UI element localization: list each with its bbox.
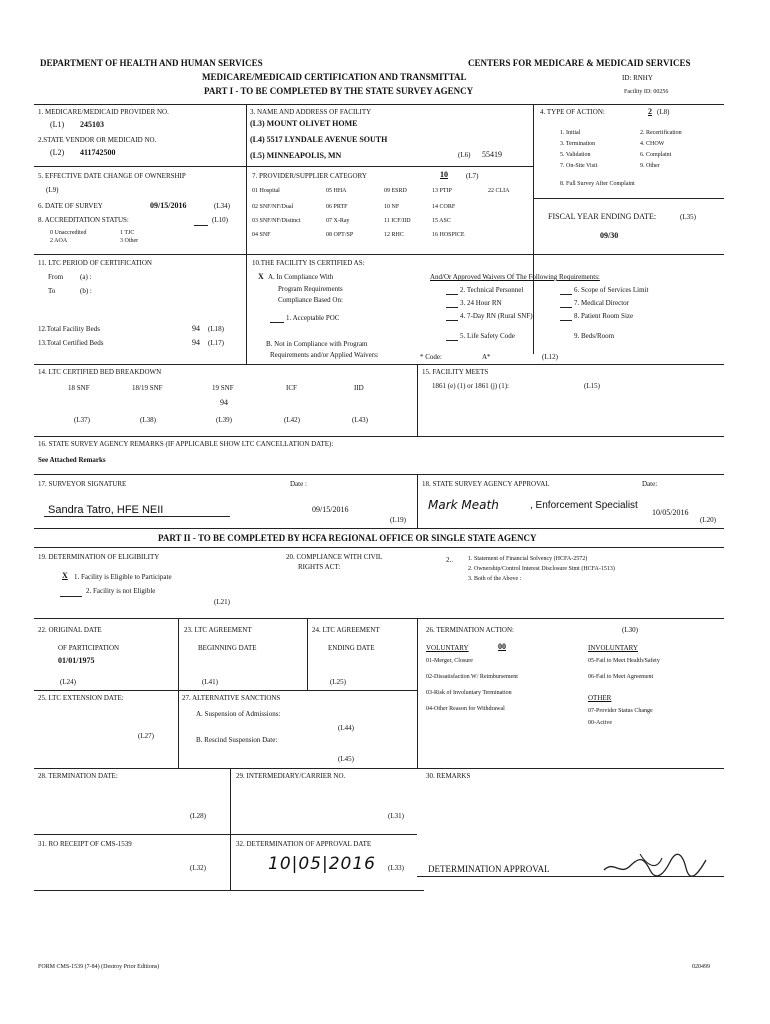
termination-date-label: 28. TERMINATION DATE: — [38, 772, 118, 780]
intermediary-code: (L31) — [388, 812, 404, 820]
waiver-item: 4. 7-Day RN (Rural SNF) — [460, 312, 533, 320]
provider-no-value: 245103 — [80, 120, 104, 129]
civil-rights-item: 3. Both of the Above : — [468, 576, 522, 582]
agency-approval-title: , Enforcement Specialist — [530, 500, 638, 511]
part-two-title: PART II - TO BE COMPLETED BY HCFA REGIONAL OFFICE OR SINGLE STATE AGENCY — [158, 533, 537, 543]
ltc-extension-label: 25. LTC EXTENSION DATE: — [38, 694, 124, 702]
agency-approval-signature: Mark Meath — [428, 498, 499, 512]
category: 06 PRTF — [326, 204, 348, 210]
date-of-survey-label: 6. DATE OF SURVEY — [38, 202, 103, 210]
original-date-code: (L24) — [60, 678, 76, 686]
ltc-begin-label: 23. LTC AGREEMENT — [184, 626, 252, 634]
voluntary-label: VOLUNTARY — [426, 644, 469, 652]
voluntary-opt: 03-Risk of Involuntary Termination — [426, 690, 512, 696]
waiver-item: 9. Beds/Room — [574, 332, 615, 340]
category: 09 ESRD — [384, 188, 407, 194]
ltc-to-code: (b) : — [80, 287, 92, 295]
original-date-sub: OF PARTICIPATION — [58, 644, 120, 652]
total-beds-code: (L18) — [208, 325, 224, 333]
category: 15 ASC — [432, 218, 451, 224]
accred-opt: 1 TJC — [120, 230, 135, 236]
action-opt: 3. Termination — [560, 141, 596, 147]
category: 08 OPT/SP — [326, 232, 354, 238]
eligibility-opt1: 1. Facility is Eligible to Participate — [74, 573, 172, 581]
category: 13 PTIP — [432, 188, 452, 194]
category: 01 Hospital — [252, 188, 280, 194]
sanctions-b: B. Rescind Suspension Date: — [196, 736, 278, 744]
ro-receipt-code: (L32) — [190, 864, 206, 872]
accred-opt: 0 Unaccredited — [50, 230, 87, 236]
total-beds-label: 12.Total Facility Beds — [38, 325, 100, 333]
action-opt: 5. Validation — [560, 152, 591, 158]
sanctions-label: 27. ALTERNATIVE SANCTIONS — [182, 694, 281, 702]
effective-date-code: (L9) — [46, 186, 59, 194]
certified-beds-value: 94 — [192, 338, 200, 347]
agency-approval-label: 18. STATE SURVEY AGENCY APPROVAL — [422, 480, 550, 488]
form-id: ID: RNHY — [622, 74, 653, 82]
provider-category-label: 7. PROVIDER/SUPPLIER CATEGORY — [252, 172, 367, 180]
involuntary-label: INVOLUNTARY — [588, 644, 638, 652]
remarks-16-label: 16. STATE SURVEY AGENCY REMARKS (IF APPLICABLE SHOW LTC CANCELLATION DATE): — [38, 440, 334, 448]
facility-address: (L4) 5517 LYNDALE AVENUE SOUTH — [250, 135, 388, 144]
bed-19snf-value: 94 — [220, 398, 228, 407]
form-title: MEDICARE/MEDICAID CERTIFICATION AND TRANSMITTAL — [202, 72, 467, 82]
department-heading: DEPARTMENT OF HEALTH AND HUMAN SERVICES — [40, 58, 263, 68]
eligibility-opt2: 2. Facility is not Eligible — [86, 587, 156, 595]
ltc-from: From — [48, 273, 64, 281]
ltc-begin-sub: BEGINNING DATE — [198, 644, 257, 652]
original-date-value: 01/01/1975 — [58, 656, 95, 665]
approval-date-label: 32. DETERMINATION OF APPROVAL DATE — [236, 840, 372, 848]
remarks-30-label: 30. REMARKS — [426, 772, 471, 780]
fiscal-year-code: (L35) — [680, 213, 696, 221]
termination-action-code: (L30) — [622, 626, 638, 634]
category: 22 CLIA — [488, 188, 510, 194]
waiver-item: 3. 24 Hour RN — [460, 299, 502, 307]
category: 12 RHC — [384, 232, 404, 238]
accreditation-label: 8. ACCREDITATION STATUS: — [38, 216, 129, 224]
date-of-survey-value: 09/15/2016 — [150, 201, 187, 210]
provider-no-code: (L1) — [50, 120, 65, 129]
category: 05 HHA — [326, 188, 347, 194]
surveyor-code: (L19) — [390, 516, 406, 524]
ltc-end-sub: ENDING DATE — [328, 644, 375, 652]
provider-no-label: 1. MEDICARE/MEDICAID PROVIDER NO. — [38, 108, 169, 116]
surveyor-date-label: Date : — [290, 480, 307, 488]
intermediary-label: 29. INTERMEDIARY/CARRIER NO. — [236, 772, 346, 780]
civil-rights-item: 2. Ownership/Control Interest Disclosure Stmt (HCFA-1513) — [468, 566, 615, 572]
agency-approval-date-label: Date: — [642, 480, 658, 488]
voluntary-opt: 04-Other Reason for Withdrawal — [426, 706, 505, 712]
civil-rights-label: 20. COMPLIANCE WITH CIVIL — [286, 553, 383, 561]
code-value: A* — [482, 353, 491, 361]
other-label: OTHER — [588, 694, 612, 702]
form-footer-code: 020499 — [692, 964, 710, 970]
ltc-end-label: 24. LTC AGREEMENT — [312, 626, 380, 634]
zip-code-value: 55419 — [482, 150, 502, 159]
category: 10 NF — [384, 204, 400, 210]
agency-approval-date: 10/05/2016 — [652, 508, 689, 517]
action-opt: 2. Recertification — [640, 130, 682, 136]
provider-category-value: 10 — [440, 170, 448, 179]
eligibility-label: 19. DETERMINATION OF ELIGIBILITY — [38, 553, 160, 561]
termination-action-label: 26. TERMINATION ACTION: — [426, 626, 514, 634]
compliance-a-sub1: Program Requirements — [278, 285, 343, 293]
surveyor-signature-label: 17. SURVEYOR SIGNATURE — [38, 480, 127, 488]
waiver-item: 6. Scope of Services Limit — [574, 286, 649, 294]
eligibility-mark: X — [62, 571, 68, 580]
zip-code-label: (L6) — [458, 151, 471, 159]
vendor-no-label: 2.STATE VENDOR OR MEDICAID NO. — [38, 136, 157, 144]
ltc-from-code: (a) : — [80, 273, 92, 281]
type-of-action-label: 4. TYPE OF ACTION: — [540, 108, 605, 116]
certified-beds-label: 13.Total Certified Beds — [38, 339, 104, 347]
cms-heading: CENTERS FOR MEDICARE & MEDICAID SERVICES — [468, 58, 691, 68]
category: 02 SNF/NF/Dual — [252, 204, 294, 210]
accred-opt: 2 AOA — [50, 238, 68, 244]
voluntary-opt: 02-Dissatisfaction W/ Reimbursement — [426, 674, 518, 680]
compliance-mark: X — [258, 272, 264, 281]
bed-col: 18/19 SNF — [132, 384, 163, 392]
bed-code: (L39) — [216, 416, 232, 424]
form-footer: FORM CMS-1539 (7-84) (Destroy Prior Editions) — [38, 964, 160, 970]
date-of-survey-code: (L34) — [214, 202, 230, 210]
action-opt: 7. On-Site Visit — [560, 163, 598, 169]
facility-city: (L5) MINNEAPOLIS, MN — [250, 151, 342, 160]
eligibility-code: (L21) — [214, 598, 230, 606]
surveyor-name: Sandra Tatro, HFE NEII — [48, 504, 164, 516]
bed-code: (L37) — [74, 416, 90, 424]
other-opt: 07-Provider Status Change — [588, 708, 653, 714]
action-opt: 4. CHOW — [640, 141, 665, 147]
bed-code: (L38) — [140, 416, 156, 424]
facility-meets-code: (L15) — [584, 382, 600, 390]
civil-rights-label2: RIGHTS ACT: — [298, 563, 341, 571]
category: 11 ICF/IID — [384, 218, 411, 224]
provider-category-code: (L7) — [466, 172, 479, 180]
determination-approval-label: DETERMINATION APPROVAL — [428, 864, 550, 874]
compliance-a-sub2: Compliance Based On: — [278, 296, 343, 304]
vendor-no-value: 411742500 — [80, 148, 116, 157]
category: 04 SNF — [252, 232, 271, 238]
compliance-a-label: A. In Compliance With — [268, 273, 334, 281]
bed-code: (L43) — [352, 416, 368, 424]
termination-date-code: (L28) — [190, 812, 206, 820]
approval-date-value: 10|05|2016 — [268, 854, 376, 874]
certified-beds-code: (L17) — [208, 339, 224, 347]
sanctions-a-code: (L44) — [338, 724, 354, 732]
bed-col: 19 SNF — [212, 384, 234, 392]
effective-date-label: 5. EFFECTIVE DATE CHANGE OF OWNERSHIP — [38, 172, 186, 180]
approval-date-code: (L33) — [388, 864, 404, 872]
vendor-no-code: (L2) — [50, 148, 65, 157]
ro-receipt-label: 31. RO RECEIPT OF CMS-1539 — [38, 840, 132, 848]
fiscal-year-label: FISCAL YEAR ENDING DATE: — [548, 212, 657, 221]
ltc-end-code: (L25) — [330, 678, 346, 686]
waiver-item: 8. Patient Room Size — [574, 312, 634, 320]
sanctions-a: A. Suspension of Admissions: — [196, 710, 281, 718]
total-beds-value: 94 — [192, 324, 200, 333]
involuntary-opt: 06-Fail to Meet Agreement — [588, 674, 654, 680]
facility-name: (L3) MOUNT OLIVET HOME — [250, 119, 358, 128]
ltc-period-label: 11. LTC PERIOD OF CERTIFICATION — [38, 259, 152, 267]
original-date-label: 22. ORIGINAL DATE — [38, 626, 102, 634]
noncompliance-label: B. Not in Compliance with Program — [266, 340, 368, 348]
code-label: * Code: — [420, 353, 442, 361]
type-of-action-code: (L8) — [657, 108, 670, 116]
part-one-title: PART I - TO BE COMPLETED BY THE STATE SURVEY AGENCY — [204, 86, 474, 96]
voluntary-value: 00 — [498, 642, 506, 651]
waiver-item: 7. Medical Director — [574, 299, 630, 307]
agency-approval-code: (L20) — [700, 516, 716, 524]
noncompliance-sub: Requirements and/or Applied Waivers: — [270, 351, 379, 359]
bed-col: IID — [354, 384, 364, 392]
ltc-to: To — [48, 287, 56, 295]
fiscal-year-value: 09/30 — [600, 231, 619, 240]
facility-id: Facility ID: 00256 — [624, 89, 669, 95]
category: 07 X-Ray — [326, 218, 350, 224]
accred-opt: 3 Other — [120, 238, 139, 244]
civil-rights-item: 1. Statement of Financial Solvency (HCFA-2572) — [468, 556, 588, 562]
waiver-item: 5. Life Safety Code — [460, 332, 515, 340]
voluntary-opt: 01-Merger, Closure — [426, 658, 473, 664]
civil-rights-prefix: 2.. — [446, 556, 453, 564]
bed-breakdown-label: 14. LTC CERTIFIED BED BREAKDOWN — [38, 368, 162, 376]
facility-meets-text: 1861 (e) (1) or 1861 (j) (1): — [432, 382, 509, 390]
category: 16 HOSPICE — [432, 232, 465, 238]
accreditation-code: (L10) — [212, 216, 228, 224]
surveyor-date: 09/15/2016 — [312, 505, 349, 514]
acceptable-poc: 1. Acceptable POC — [286, 314, 340, 322]
remarks-16-value: See Attached Remarks — [38, 456, 106, 464]
code-code: (L12) — [542, 353, 558, 361]
certified-as-label: 10.THE FACILITY IS CERTIFIED AS: — [252, 259, 365, 267]
ltc-begin-code: (L41) — [202, 678, 218, 686]
facility-meets-label: 15. FACILITY MEETS — [422, 368, 489, 376]
sanctions-b-code: (L45) — [338, 755, 354, 763]
type-of-action-value: 2 — [648, 107, 652, 116]
ltc-extension-code: (L27) — [138, 732, 154, 740]
bed-col: ICF — [286, 384, 297, 392]
determination-signature-icon — [600, 846, 710, 880]
action-opt: 8. Full Survey After Complaint — [560, 181, 635, 187]
waiver-item: 2. Technical Personnel — [460, 286, 524, 294]
action-opt: 6. Complaint — [640, 152, 672, 158]
involuntary-opt: 05-Fail to Meet Health/Safety — [588, 658, 660, 664]
bed-col: 18 SNF — [68, 384, 90, 392]
waivers-label: And/Or Approved Waivers Of The Following Requirements: — [430, 273, 600, 281]
category: 14 CORF — [432, 204, 456, 210]
bed-code: (L42) — [284, 416, 300, 424]
action-opt: 1. Initial — [560, 130, 581, 136]
facility-name-label: 3. NAME AND ADDRESS OF FACILITY — [250, 108, 372, 116]
action-opt: 9. Other — [640, 163, 660, 169]
category: 03 SNF/NF/Distinct — [252, 218, 301, 224]
other-opt: 00-Active — [588, 720, 612, 726]
